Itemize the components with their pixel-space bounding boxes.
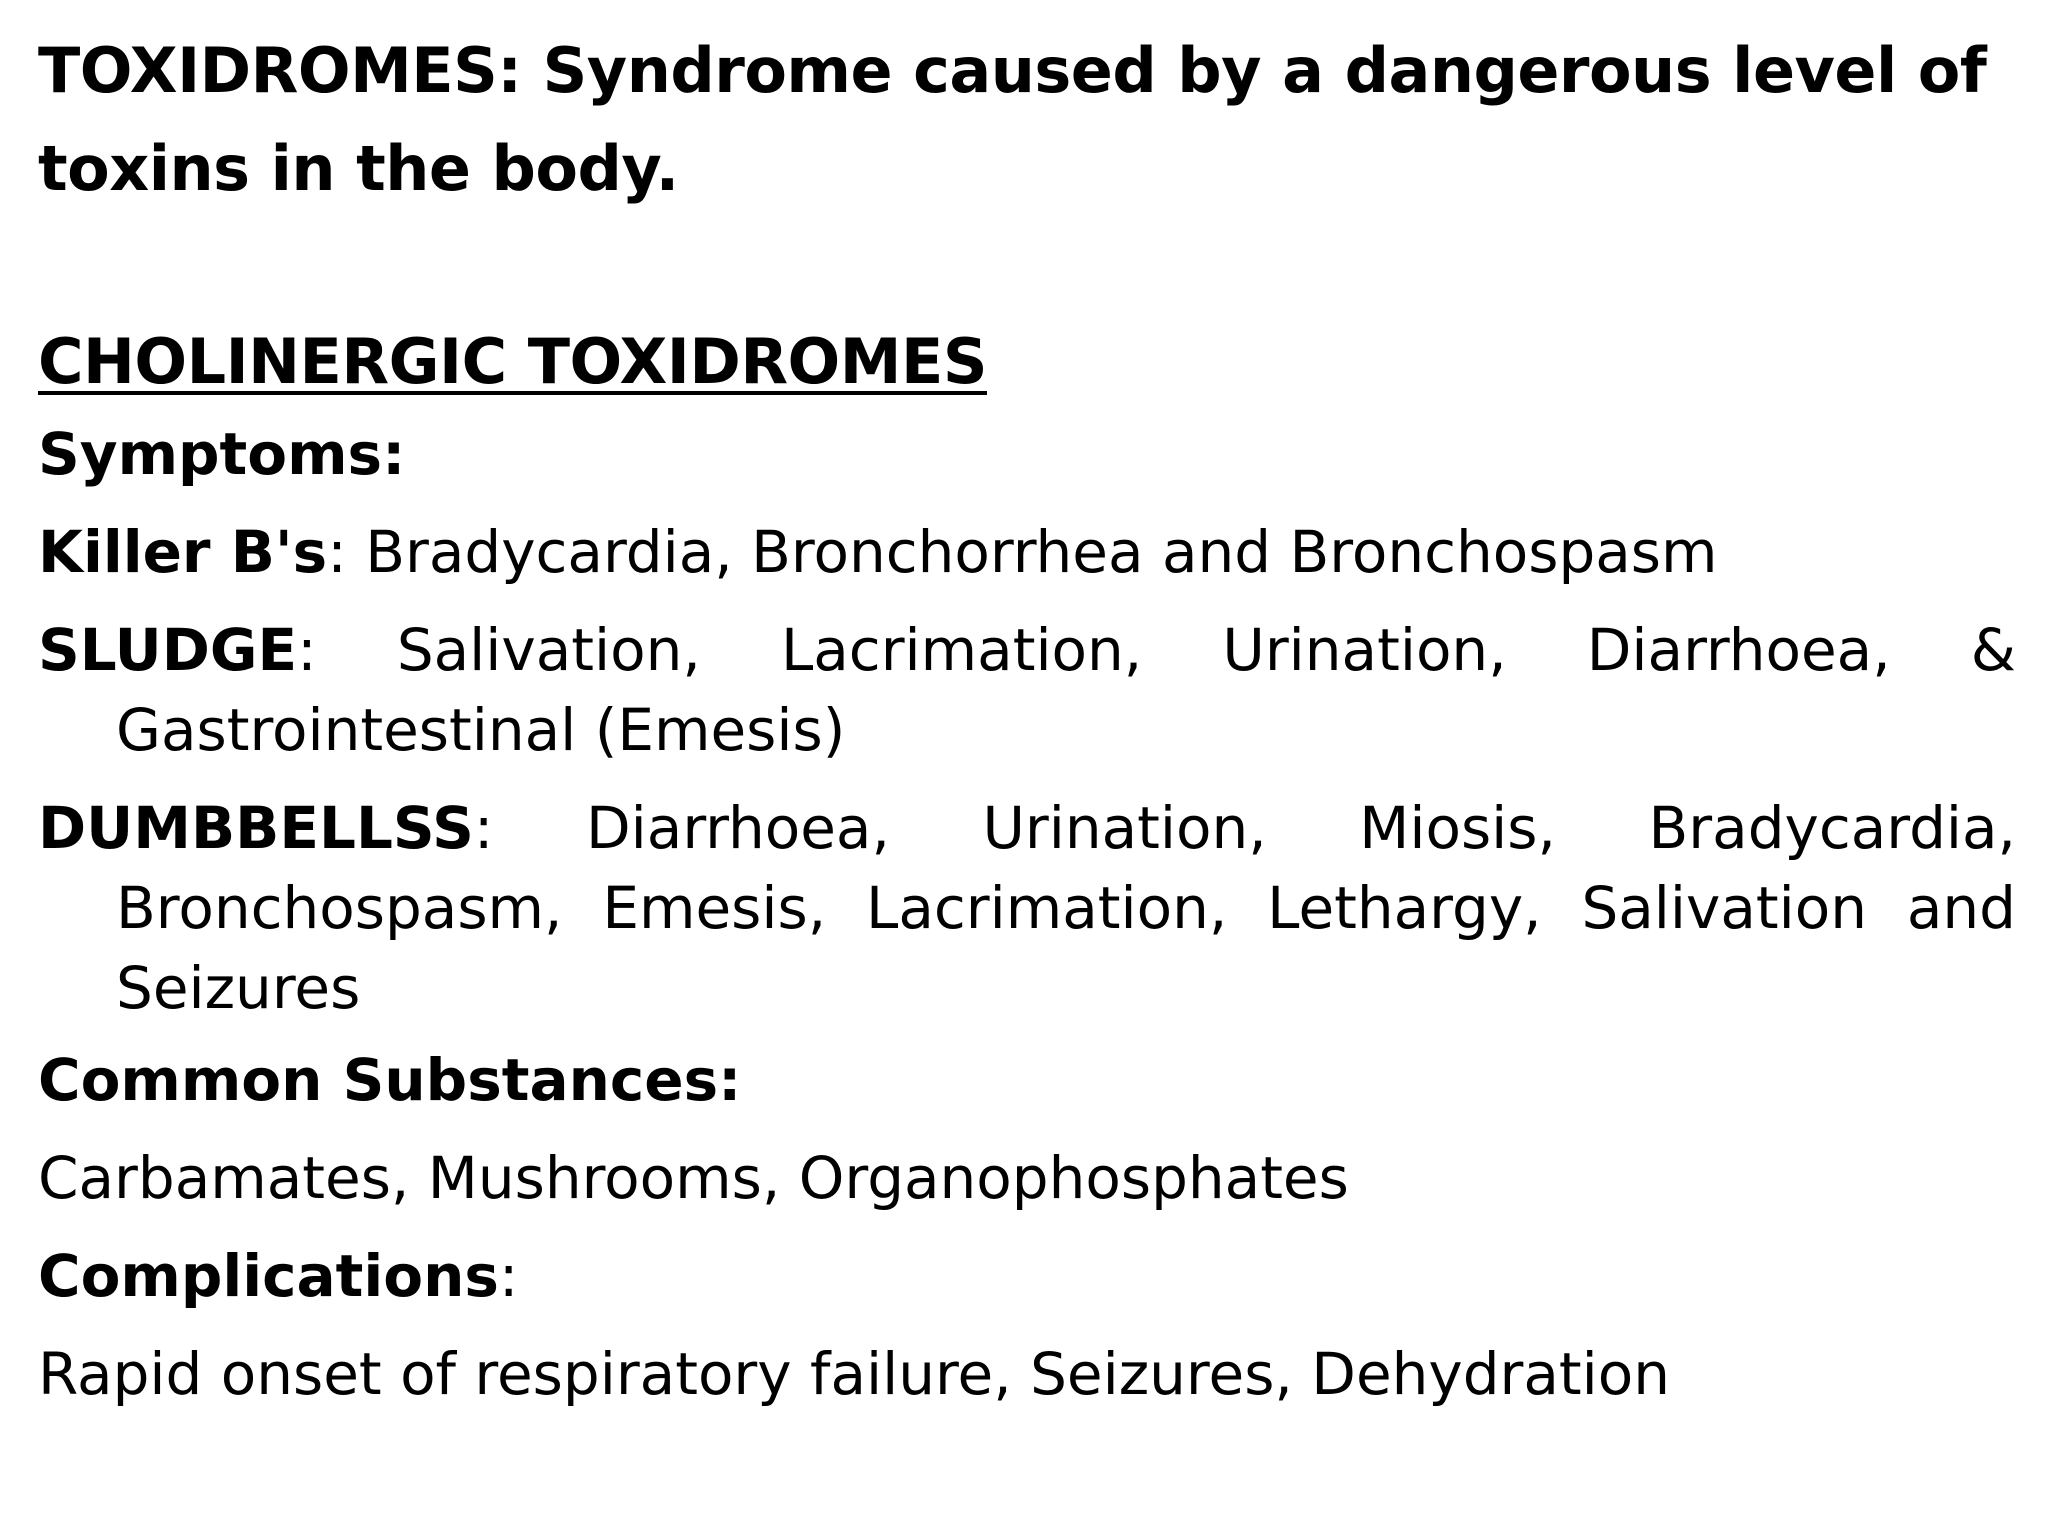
complications-text: Rapid onset of respiratory failure, Seizures, Dehydration [38, 1340, 1671, 1408]
complications-colon: : [498, 1242, 519, 1310]
mnemonic-separator: : [327, 518, 366, 586]
slide-title: TOXIDROMES: Syndrome caused by a dangerous level of toxins in the body. [38, 34, 1987, 205]
substances-label: Common Substances: [38, 1046, 742, 1114]
mnemonic-sludge [38, 610, 2016, 770]
complications-label-line [38, 1236, 2016, 1316]
substances-text: Carbamates, Mushrooms, Organophosphates [38, 1144, 1349, 1212]
symptoms-label: Symptoms: [38, 420, 406, 488]
mnemonic-dumbbellss [38, 788, 2016, 1028]
mnemonic-text: Bradycardia, Bronchorrhea and Bronchospasm [365, 518, 1718, 586]
complications-label: Complications [38, 1242, 499, 1310]
slide-content [38, 22, 2016, 1414]
mnemonic-killer-bs [38, 512, 2016, 592]
section-heading: CHOLINERGIC TOXIDROMES [38, 325, 987, 398]
mnemonic-text: Diarrhoea, Urination, Miosis, Bradycardia, Bronchospasm, Emesis, Lacrimation, Lethargy, Salivation and Seizures [116, 794, 2016, 1022]
mnemonic-separator: : [473, 794, 586, 862]
mnemonic-term: DUMBBELLSS [38, 794, 474, 862]
mnemonic-term: Killer B's [38, 518, 328, 586]
mnemonic-text: Salivation, Lacrimation, Urination, Diarrhoea, & Gastrointestinal (Emesis) [116, 616, 2017, 764]
mnemonic-term: SLUDGE [38, 616, 298, 684]
mnemonic-separator: : [297, 616, 397, 684]
